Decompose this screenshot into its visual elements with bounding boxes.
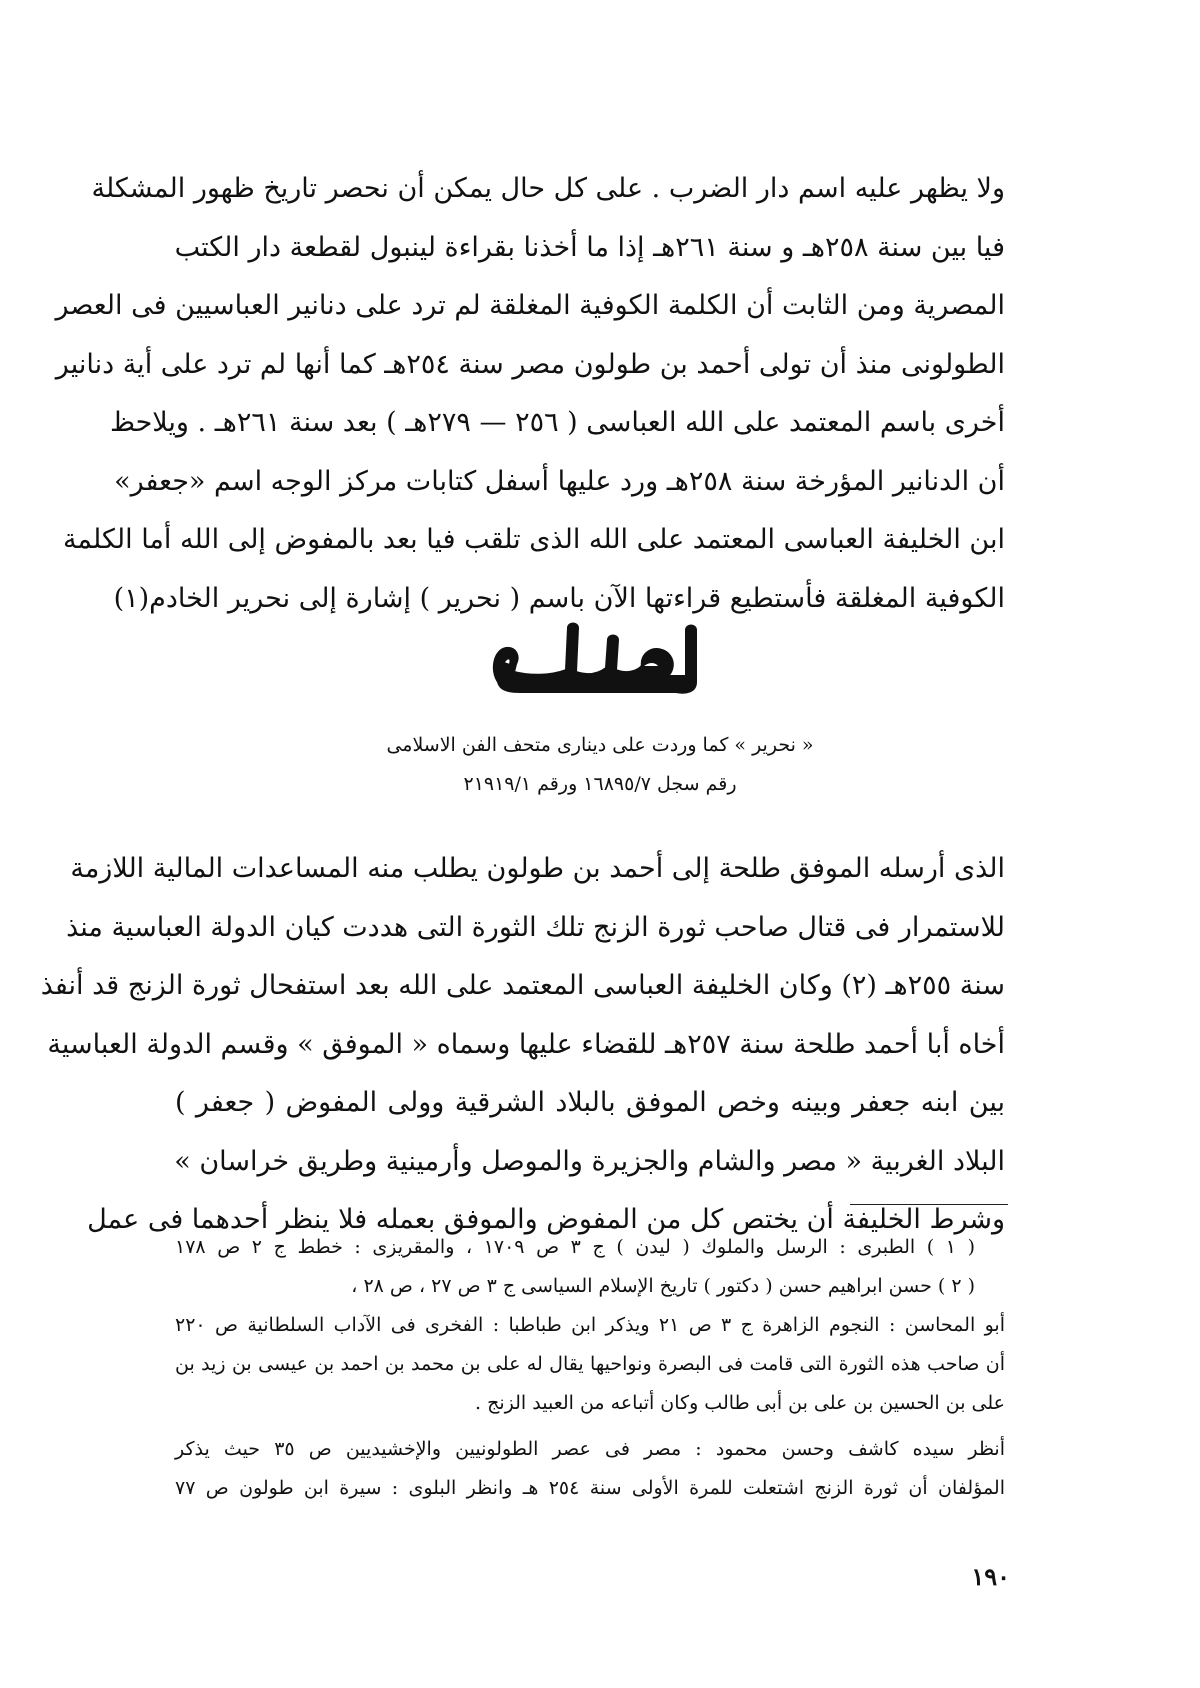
text-line: بين ابنه جعفر وبينه وخص الموفق بالبلاد الشرقية وولى المفوض ( جعفر ) xyxy=(175,1087,1005,1118)
footnote-line: أنظر سيده كاشف وحسن محمود : مصر فى عصر الطولونيين والإخشيديين ص ٣٥ حيث يذكر xyxy=(175,1438,1005,1460)
text-line: للاستمرار فى قتال صاحب ثورة الزنج تلك الثورة التى هددت كيان الدولة العباسية منذ xyxy=(66,911,1005,943)
footnotes xyxy=(175,1228,1005,1508)
text-line: أخاه أبا أحمد طلحة سنة ٢٥٧هـ للقضاء عليها وسماه « الموفق » وقسم الدولة العباسية xyxy=(47,1028,1005,1060)
figure-caption: « نحرير » كما وردت على دينارى متحف الفن الاسلامى xyxy=(386,734,814,756)
text-line: فيا بين سنة ٢٥٨هـ و سنة ٢٦١هـ إذا ما أخذنا بقراءة لينبول لقطعة دار الكتب xyxy=(174,231,1005,263)
kufic-inscription-image xyxy=(480,610,720,700)
footnote-line: ( ١ ) الطبرى : الرسل والملوك ( ليدن ) ج ٣ ص ١٧٠٩ ، والمقريزى : خطط ج ٢ ص ١٧٨ xyxy=(175,1236,975,1258)
text-line: ولا يظهر عليه اسم دار الضرب . على كل حال يمكن أن نحصر تاريخ ظهور المشكلة xyxy=(91,173,1005,204)
text-line: الذى أرسله الموفق طلحة إلى أحمد بن طولون يطلب منه المساعدات المالية اللازمة xyxy=(70,853,1005,884)
text-line: وشرط الخليفة أن يختص كل من المفوض والموفق بعمله فلا ينظر أحدهما فى عمل xyxy=(87,1204,1005,1235)
text-line: الطولونى منذ أن تولى أحمد بن طولون مصر سنة ٢٥٤هـ كما أنها لم ترد على أية دنانير xyxy=(55,348,1005,380)
footnote-line: أبو المحاسن : النجوم الزاهرة ج ٣ ص ٢١ ويذكر ابن طباطبا : الفخرى فى الآداب السلطانية ص ٢٢٠ xyxy=(175,1314,1005,1336)
paragraph-main xyxy=(40,840,1005,1250)
footnote-line: المؤلفان أن ثورة الزنج اشتعلت للمرة الأولى سنة ٢٥٤ هـ وانظر البلوى : سيرة ابن طولون ص ٧٧ xyxy=(175,1477,1005,1499)
figure-reference: رقم سجل ١٦٨٩٥/٧ ورقم ٢١٩١٩/١ xyxy=(463,773,737,795)
text-line: أن الدنانير المؤرخة سنة ٢٥٨هـ ورد عليها أسفل كتابات مركز الوجه اسم «جعفر» xyxy=(114,465,1005,497)
text-line: البلاد الغربية « مصر والشام والجزيرة والموصل وأرمينية وطريق خراسان » xyxy=(174,1145,1005,1177)
footnote-line: ( ٢ ) حسن ابراهيم حسن ( دكتور ) تاريخ الإسلام السياسى ج ٣ ص ٢٧ ، ص ٢٨ ، xyxy=(351,1275,975,1297)
page-number: ١٩٠ xyxy=(971,1562,1010,1591)
footnote-line: على بن الحسين بن على بن أبى طالب وكان أتباعه من العبيد الزنج . xyxy=(475,1392,1005,1414)
text-line: أخرى باسم المعتمد على الله العباسى ( ٢٥٦ — ٢٧٩هـ ) بعد سنة ٢٦١هـ . ويلاحظ xyxy=(109,407,1005,438)
footnote-line: أن صاحب هذه الثورة التى قامت فى البصرة ونواحيها يقال له على بن محمد بن احمد بن عيسى بن زيد بن xyxy=(175,1353,1005,1375)
text-line: الكوفية المغلقة فأستطيع قراءتها الآن باسم ( نحرير ) إشارة إلى نحرير الخادم(١) xyxy=(113,582,1005,614)
paragraph-intro xyxy=(55,160,1005,628)
text-line: سنة ٢٥٥هـ (٢) وكان الخليفة العباسى المعتمد على الله بعد استفحال ثورة الزنج قد أنفذ xyxy=(40,970,1005,1001)
text-line: المصرية ومن الثابت أن الكلمة الكوفية المغلقة لم ترد على دنانير العباسيين فى العصر xyxy=(55,290,1005,321)
footnote-separator xyxy=(850,1204,1008,1205)
text-line: ابن الخليفة العباسى المعتمد على الله الذى تلقب فيا بعد بالمفوض إلى الله أما الكلمة xyxy=(62,524,1005,555)
